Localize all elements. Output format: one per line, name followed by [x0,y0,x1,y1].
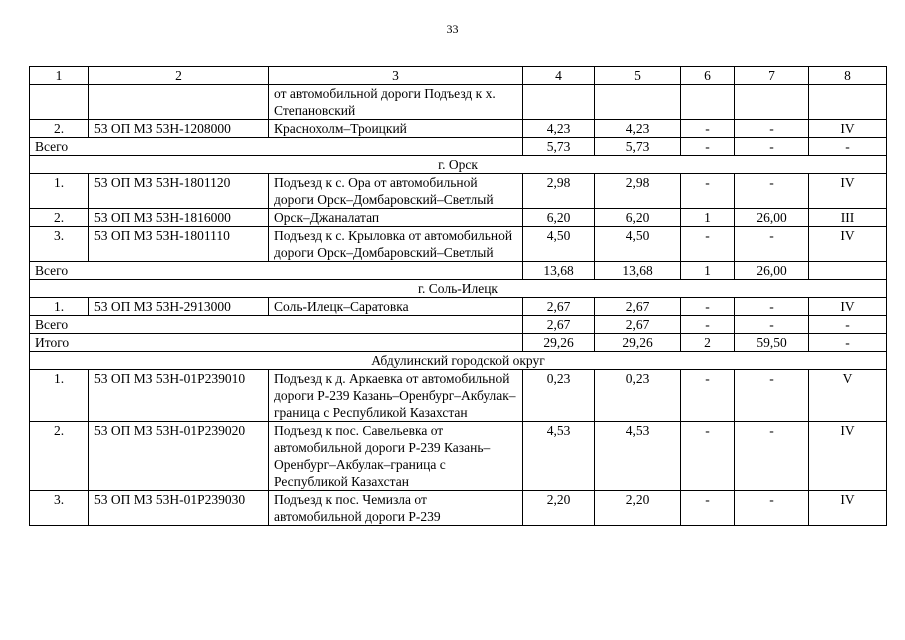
total-row [30,316,887,334]
cell-c5: 2,67 [595,298,681,316]
cell-road-id: 53 ОП МЗ 53Н-1208000 [89,120,269,138]
cell-c4: 4,50 [523,227,595,262]
cell-c7: - [735,316,809,334]
cell-c6: - [681,138,735,156]
table-row [30,174,887,209]
cell-c8: V [809,370,887,422]
cell-c8: IV [809,174,887,209]
total-row [30,262,887,280]
cell-c8 [809,262,887,280]
cell-c6: 1 [681,262,735,280]
cell-road-name: Подъезд к пос. Савельевка от автомобильной дороги Р-239 Казань–Оренбург–Акбулак–граница с Республикой Казахстан [269,422,523,491]
cell-c5: 2,98 [595,174,681,209]
cell-c6: - [681,316,735,334]
cell-number: 1. [30,370,89,422]
cell-road-id: 53 ОП МЗ 53Н-1816000 [89,209,269,227]
cell-c4: 6,20 [523,209,595,227]
cell-c4: 2,98 [523,174,595,209]
cell-road-id: 53 ОП МЗ 53Н-01Р239010 [89,370,269,422]
cell-number: 2. [30,120,89,138]
cell-c8: IV [809,298,887,316]
section-row [30,352,887,370]
cell-road-id: 53 ОП МЗ 53Н-1801110 [89,227,269,262]
cell-number: 3. [30,227,89,262]
table-row [30,85,887,120]
cell-c4: 4,53 [523,422,595,491]
cell-c7: - [735,227,809,262]
cell-c6: - [681,370,735,422]
cell-road-name: Подъезд к д. Аркаевка от автомобильной дороги Р-239 Казань–Оренбург–Акбулак–граница с Республикой Казахстан [269,370,523,422]
roads-table [29,66,887,526]
cell-c5: 29,26 [595,334,681,352]
section-row [30,156,887,174]
cell-c7: 26,00 [735,209,809,227]
table-row [30,227,887,262]
cell-c5: 4,53 [595,422,681,491]
cell-road-name: Подъезд к с. Ора от автомобильной дороги Орск–Домбаровский–Светлый [269,174,523,209]
section-title: Абдулинский городской округ [30,352,887,370]
cell-number: 3. [30,491,89,526]
section-title: г. Орск [30,156,887,174]
cell-c8: - [809,138,887,156]
cell-c4: 5,73 [523,138,595,156]
cell-c4: 2,67 [523,316,595,334]
column-header: 2 [89,67,269,85]
column-header: 8 [809,67,887,85]
total-label: Всего [30,138,523,156]
cell-c7: - [735,491,809,526]
cell-c4 [523,85,595,120]
cell-c7: 26,00 [735,262,809,280]
cell-c4: 0,23 [523,370,595,422]
cell-c6: - [681,120,735,138]
cell-c6: - [681,422,735,491]
cell-c6: - [681,491,735,526]
cell-road-id: 53 ОП МЗ 53Н-01Р239020 [89,422,269,491]
column-header: 3 [269,67,523,85]
cell-c8: III [809,209,887,227]
cell-c6: - [681,227,735,262]
column-header: 6 [681,67,735,85]
cell-c8 [809,85,887,120]
cell-c4: 13,68 [523,262,595,280]
cell-c7: - [735,298,809,316]
cell-c8: - [809,316,887,334]
total-label: Итого [30,334,523,352]
cell-c7 [735,85,809,120]
cell-c4: 29,26 [523,334,595,352]
cell-road-id [89,85,269,120]
cell-road-name: от автомобильной дороги Подъезд к х. Степановский [269,85,523,120]
cell-c7: - [735,138,809,156]
cell-c6: - [681,174,735,209]
table-row [30,120,887,138]
table-row [30,209,887,227]
cell-number: 1. [30,298,89,316]
total-row [30,334,887,352]
cell-c5: 6,20 [595,209,681,227]
cell-c6 [681,85,735,120]
cell-c7: 59,50 [735,334,809,352]
header-row [30,67,887,85]
cell-road-id: 53 ОП МЗ 53Н-01Р239030 [89,491,269,526]
table-row [30,422,887,491]
column-header: 1 [30,67,89,85]
cell-c8: - [809,334,887,352]
cell-c4: 2,67 [523,298,595,316]
cell-road-name: Соль-Илецк–Саратовка [269,298,523,316]
cell-c5: 13,68 [595,262,681,280]
page-number: 33 [446,22,459,36]
total-row [30,138,887,156]
column-header: 7 [735,67,809,85]
cell-number [30,85,89,120]
cell-c5 [595,85,681,120]
cell-c7: - [735,422,809,491]
cell-road-id: 53 ОП МЗ 53Н-2913000 [89,298,269,316]
cell-c5: 0,23 [595,370,681,422]
table-row [30,491,887,526]
total-label: Всего [30,316,523,334]
cell-c4: 4,23 [523,120,595,138]
cell-c6: - [681,298,735,316]
cell-c8: IV [809,227,887,262]
cell-c5: 4,50 [595,227,681,262]
column-header: 4 [523,67,595,85]
section-title: г. Соль-Илецк [30,280,887,298]
cell-c7: - [735,370,809,422]
cell-c6: 1 [681,209,735,227]
cell-c8: IV [809,120,887,138]
table-body [30,67,887,526]
cell-number: 2. [30,209,89,227]
cell-road-id: 53 ОП МЗ 53Н-1801120 [89,174,269,209]
cell-c7: - [735,120,809,138]
cell-c6: 2 [681,334,735,352]
cell-road-name: Подъезд к пос. Чемизла от автомобильной дороги Р-239 [269,491,523,526]
table-row [30,370,887,422]
cell-c4: 2,20 [523,491,595,526]
cell-c8: IV [809,422,887,491]
table-row [30,298,887,316]
cell-road-name: Орск–Джаналатап [269,209,523,227]
cell-c8: IV [809,491,887,526]
cell-c5: 4,23 [595,120,681,138]
cell-c5: 2,67 [595,316,681,334]
cell-number: 2. [30,422,89,491]
cell-road-name: Подъезд к с. Крыловка от автомобильной дороги Орск–Домбаровский–Светлый [269,227,523,262]
column-header: 5 [595,67,681,85]
cell-c5: 5,73 [595,138,681,156]
section-row [30,280,887,298]
cell-number: 1. [30,174,89,209]
cell-c5: 2,20 [595,491,681,526]
total-label: Всего [30,262,523,280]
cell-road-name: Краснохолм–Троицкий [269,120,523,138]
cell-c7: - [735,174,809,209]
